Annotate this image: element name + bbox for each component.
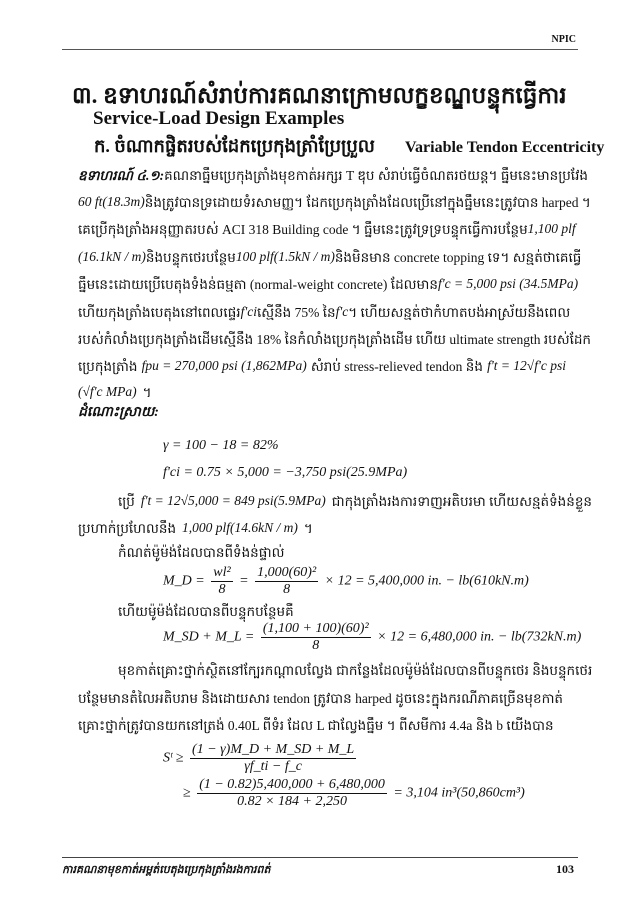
math-expression: (√f'c MPa) — [78, 384, 137, 399]
text-segment: ធ្នឹមនេះដោយប្រើបេតុងទំងន់ធម្មតា (normal-weight concrete) ដែលមាន — [78, 277, 438, 292]
subsection-title-en: Variable Tendon Eccentricity — [404, 139, 605, 156]
text-segment: ។ — [142, 385, 152, 400]
denominator: 0.82 × 184 + 2,250 — [237, 794, 347, 809]
eq-st-lhs: Sᵗ ≥ — [163, 750, 184, 766]
para-line: គ្រោះថ្នាក់ត្រូវបានយកនៅត្រង់ 0.40L ពីទំរ ដែល L ជាល្វែងធ្នឹម ។ ពីសមីការ 4.4a និង b យើងបាន — [78, 718, 554, 733]
text-segment: ប្រេកុងត្រាំង — [78, 359, 138, 374]
example-line — [78, 249, 582, 269]
eq-msd-lhs: M_SD + M_L = — [163, 629, 255, 645]
denominator: 8 — [218, 582, 226, 597]
numerator: wl² — [213, 565, 231, 580]
math-expression: 1,100 plf — [527, 221, 576, 236]
math-expression: f't = 12√5,000 = 849 psi(5.9MPa) — [140, 493, 326, 508]
fraction — [211, 565, 232, 598]
ge-sign: ≥ — [183, 785, 191, 801]
eq-st — [163, 742, 525, 810]
math-expression: fpu = 270,000 psi (1,862MPa) — [141, 358, 307, 373]
example-line — [78, 276, 579, 296]
fraction — [261, 621, 371, 654]
math-expression: f'c = 5,000 psi (34.5MPa) — [437, 276, 579, 291]
example-line — [78, 384, 566, 404]
eq-st-rhs: = 3,104 in³(50,860cm³) — [393, 785, 525, 801]
denominator: 8 — [283, 582, 291, 597]
subsection-title — [94, 134, 604, 161]
use-line — [118, 493, 592, 513]
eq-md-lhs: M_D = — [163, 573, 205, 589]
fraction — [197, 777, 387, 810]
numerator: (1,100 + 100)(60)² — [262, 621, 369, 636]
eq-fci: f'ci = 0.75 × 5,000 = −3,750 psi(25.9MPa) — [163, 465, 408, 480]
text-segment: របស់កំលាំងប្រេកុងត្រាំងដើមស្មើនឹង 18% នៃកំលាំងប្រេកុងត្រាំងដើម ហើយ ultimate strength របស់ដែក — [78, 332, 592, 347]
text-segment: ។ — [303, 521, 313, 536]
math-expression: 100 plf(1.5kN / m) — [235, 249, 335, 264]
example-line — [78, 167, 588, 187]
page-number: 103 — [556, 862, 574, 876]
eq-md-rhs: × 12 = 5,400,000 in. − lb(610kN.m) — [324, 573, 529, 589]
dead-moment-intro: កំណត់ម៉ូម៉ង់ដែលបានពីទំងន់ផ្ទាល់ — [118, 545, 285, 560]
header-org: NPIC — [551, 34, 576, 45]
text-segment: ។ ហើយសន្មត់ថាកំហាតបង់អាស្រ័យនឹងពេល — [348, 305, 571, 320]
example-line — [78, 221, 576, 241]
math-expression: f'c — [335, 304, 349, 319]
text-segment: គេប្រើកុងត្រាំងអនុញ្ញាតរបស់ ACI 318 Building code ។ ធ្នឹមនេះត្រូវទ្រទ្របន្ទុកធ្វើការបន្ថែម — [78, 222, 528, 237]
text-segment: និងត្រូវបានទ្រដោយទំរសាមញ្ញ។ ដែកប្រេកុងត្រាំងដែលប្រើនៅក្នុងធ្នឹមនេះត្រូវបាន harped ។ — [144, 195, 591, 210]
example-label: ឧទាហរណ៍ ៤.១: — [78, 168, 165, 183]
fraction — [255, 565, 318, 598]
math-expression: (16.1kN / m) — [78, 249, 146, 264]
example-line — [78, 194, 591, 214]
math-expression: 1,000 plf(14.6kN / m) — [182, 520, 298, 535]
text-segment: ប្រហាក់ប្រហែលនឹង — [78, 521, 177, 536]
numerator: 1,000(60)² — [257, 565, 317, 580]
math-expression: 60 ft(18.3m) — [78, 194, 145, 209]
eq-md — [163, 565, 529, 598]
text-segment: ហើយកុងត្រាំងបេតុងនៅពេលផ្ទេរ — [78, 305, 241, 320]
denominator: γf_ti − f_c — [244, 759, 303, 774]
text-segment: គណនាធ្នឹមប្រេកុងត្រាំងមុខកាត់អក្សរ T ឌុប សំរាប់ធ្វើចំណតរថយន្ត។ ធ្នឹមនេះមានប្រវែង — [164, 168, 588, 183]
eq-msd — [163, 621, 581, 654]
para-line: មុខកាត់គ្រោះថ្នាក់ស្ថិតនៅក្បែរកណ្ដាលល្វែង ជាកន្លែងដែលម៉ូម៉ង់ដែលបានពីបន្ទុកថេរ និងបន្ទុកថេរ — [118, 663, 593, 678]
denominator: 8 — [312, 638, 320, 653]
example-line — [78, 331, 592, 351]
footer-title: ការគណនាមុខកាត់អម្ពត់បេតុងប្រេកុងត្រាំងរងការពត់ — [62, 864, 271, 876]
text-segment: ស្មើនឹង 75% នៃ — [256, 305, 336, 320]
math-expression: f't = 12√f'c psi — [487, 358, 566, 373]
solution-label: ដំណោះស្រាយ: — [78, 405, 159, 420]
subsection-title-km: ក. ចំណាកផ្ចិតរបស់ដែកប្រេកុងត្រាំប្រែប្រួល — [94, 136, 375, 156]
section-title-km: ៣. ឧទាហរណ៍សំរាប់ការគណនាក្រោមលក្ខខណ្ឌបន្ទុកធ្វើការ — [72, 83, 567, 108]
super-intro: ហើយម៉ូម៉ង់ដែលបានពីបន្ទុកបន្ថែមគឺ — [118, 604, 294, 619]
example-line — [78, 358, 566, 378]
text-segment: សំរាប់ stress-relieved tendon និង — [310, 359, 483, 374]
para-line: បន្ថែមមានតំលៃអតិបរាម និងដោយសារ tendon ត្រូវបាន harped ដូចនេះក្នុងករណីភាគច្រើនមុខកាត់ — [78, 691, 563, 706]
equals: = — [239, 573, 249, 589]
example-line — [78, 304, 571, 324]
math-expression: f'ci — [240, 304, 257, 319]
fraction — [190, 742, 356, 775]
use-line — [78, 520, 566, 540]
numerator: (1 − γ)M_D + M_SD + M_L — [192, 742, 355, 757]
text-segment: ប្រើ — [118, 494, 135, 509]
text-segment: និងបន្ទុកថេរបន្ថែម — [145, 250, 236, 265]
eq-gamma: γ = 100 − 18 = 82% — [163, 438, 279, 453]
numerator: (1 − 0.82)5,400,000 + 6,480,000 — [199, 777, 385, 792]
footer-rule — [62, 857, 578, 858]
text-segment: និងមិនមាន concrete topping ទេ។ សន្មត់ថាគេធ្វើ — [334, 250, 582, 265]
section-title-en: Service-Load Design Examples — [93, 108, 345, 129]
header-rule — [62, 49, 578, 50]
text-segment: ជាកុងត្រាំងរងការទាញអតិបរមា ហើយសន្មត់ទំងន់ខ្លួន — [331, 494, 592, 509]
eq-msd-rhs: × 12 = 6,480,000 in. − lb(732kN.m) — [377, 629, 582, 645]
